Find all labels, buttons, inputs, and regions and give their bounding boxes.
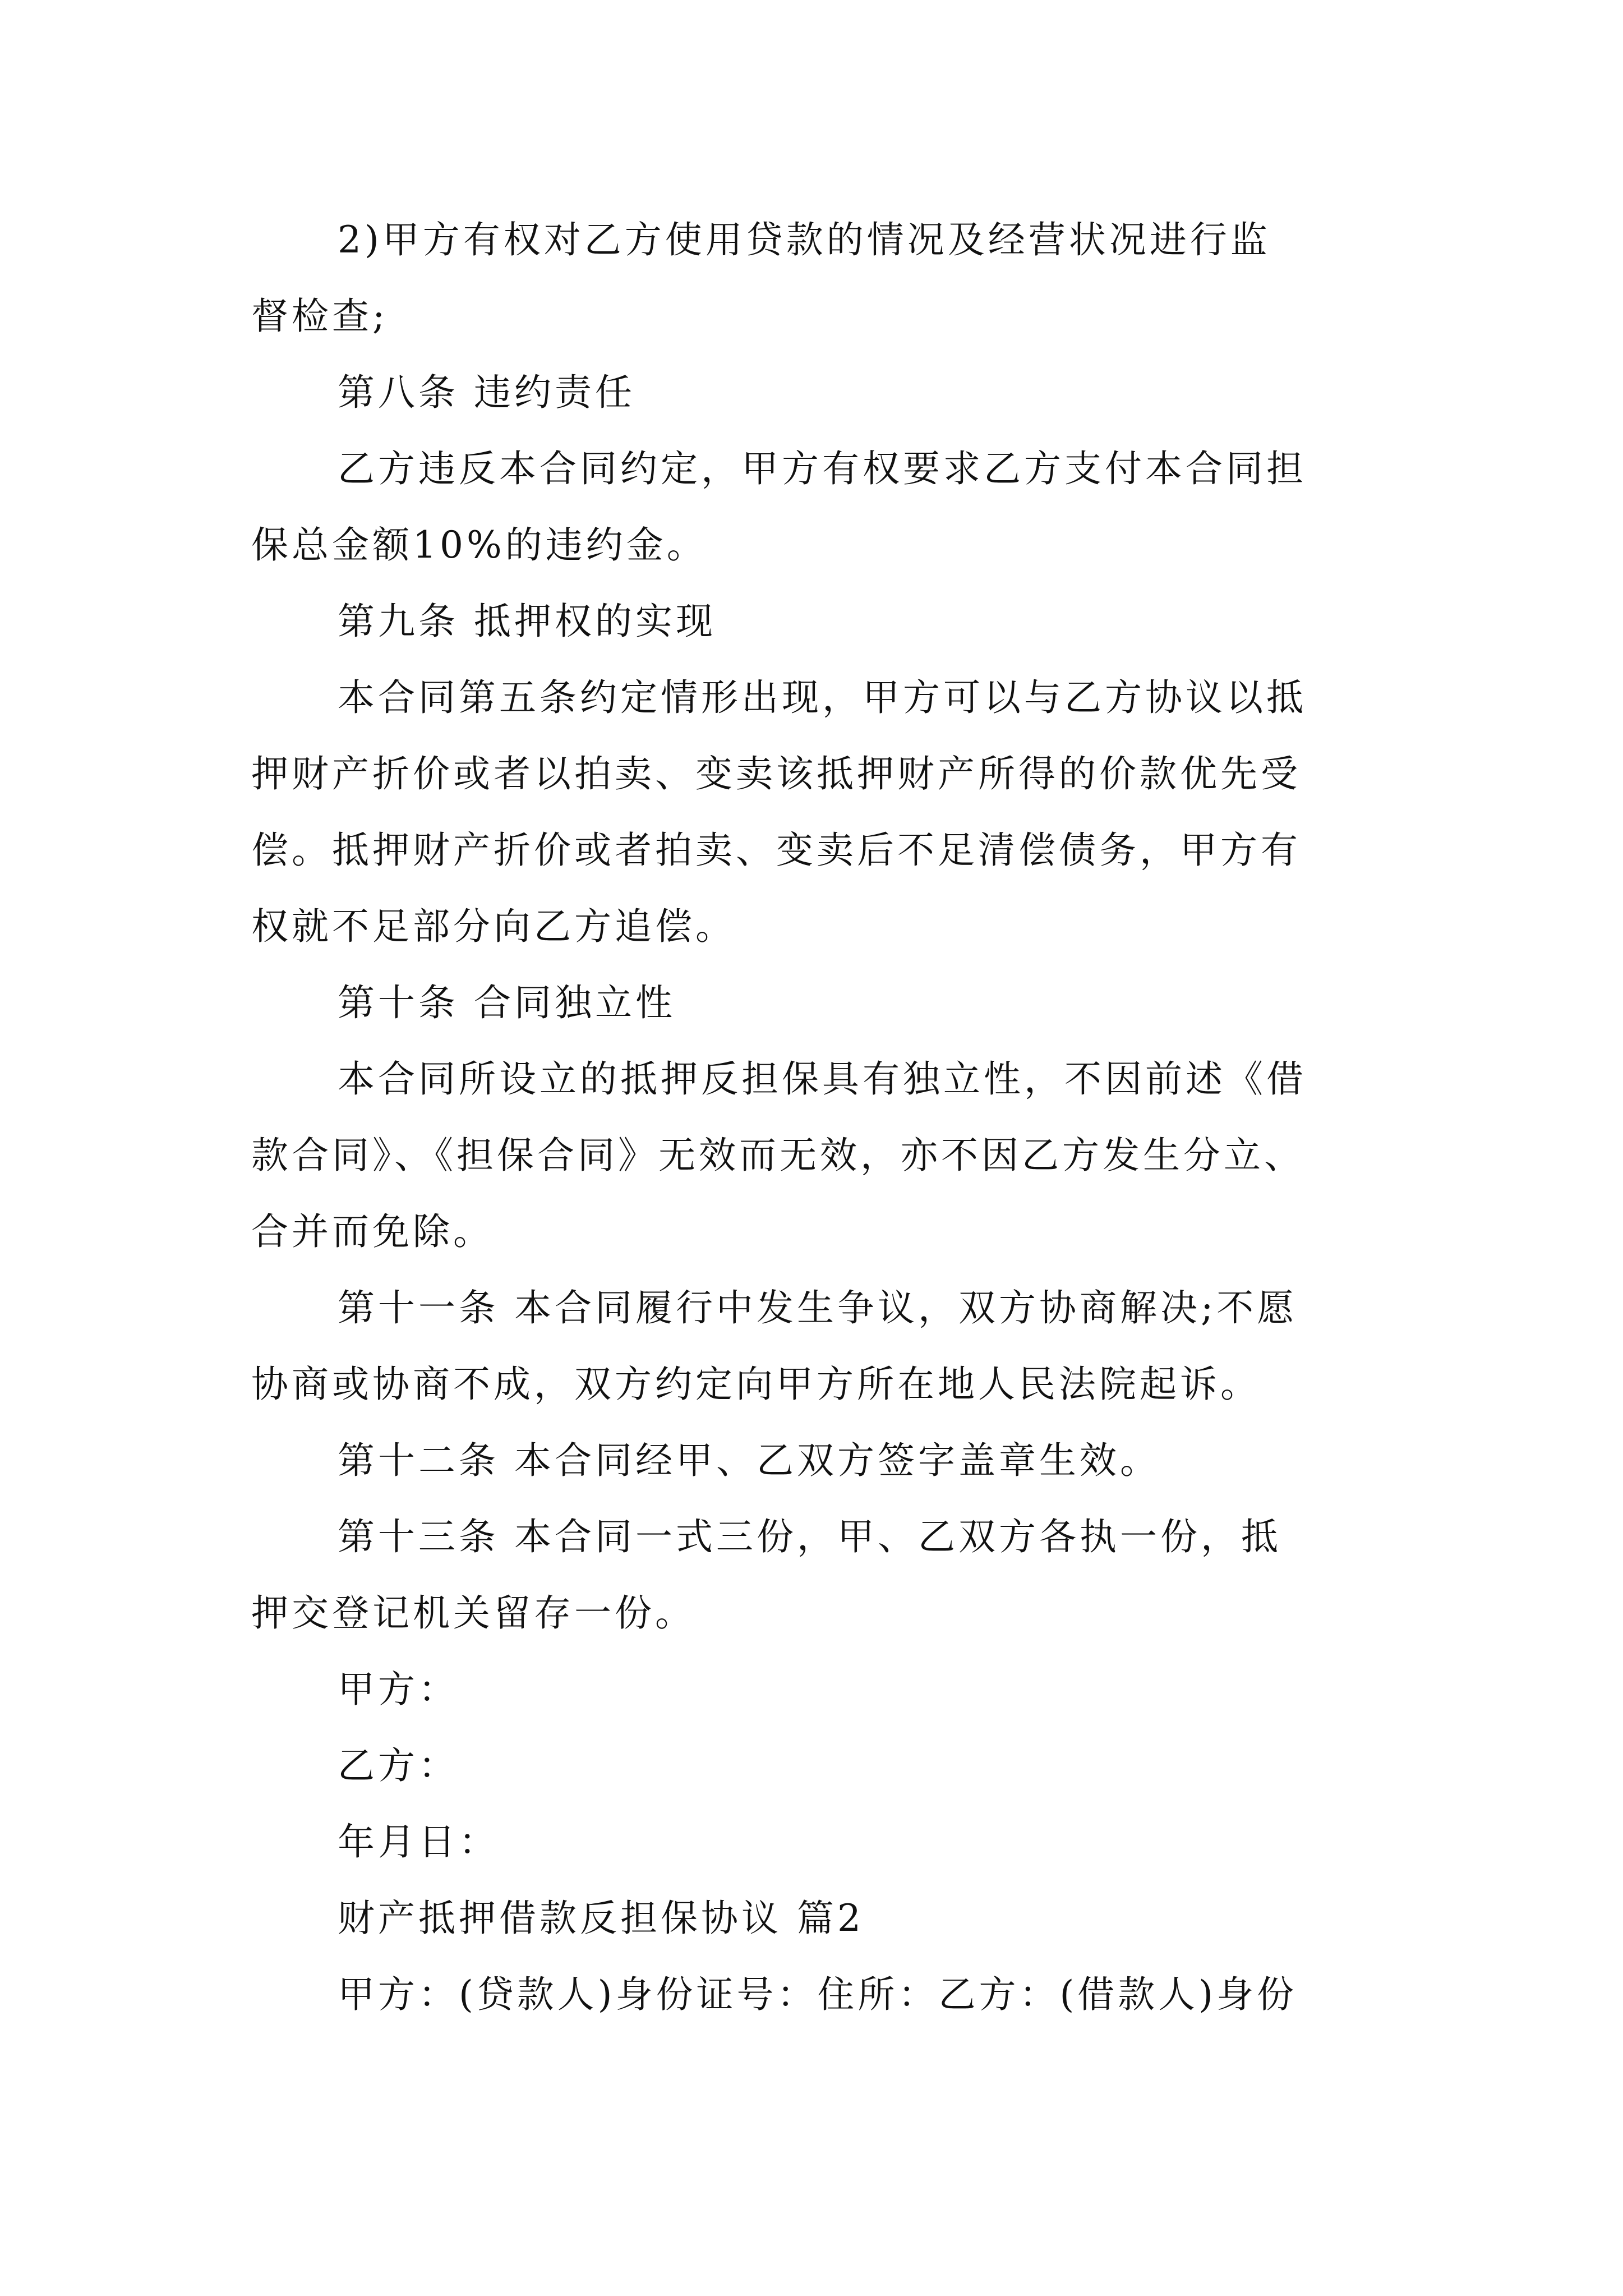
section-heading: 第八条 违约责任 bbox=[338, 371, 635, 414]
section-heading: 第十条 合同独立性 bbox=[338, 981, 676, 1024]
document-body bbox=[251, 202, 1378, 2033]
paragraph-line: 款合同》、《担保合同》无效而无效，亦不因乙方发生分立、 bbox=[251, 1134, 1304, 1177]
paragraph-line: 第十三条 本合同一式三份，甲、乙双方各执一份，抵 bbox=[338, 1515, 1281, 1558]
paragraph-line: 押财产折价或者以拍卖、变卖该抵押财产所得的价款优先受 bbox=[251, 752, 1301, 795]
paragraph-line: 保总金额10%的违约金。 bbox=[251, 523, 707, 567]
paragraph-line: 本合同第五条约定情形出现，甲方可以与乙方协议以抵 bbox=[338, 676, 1307, 719]
paragraph-line: 合并而免除。 bbox=[251, 1210, 494, 1253]
paragraph-line: 偿。抵押财产折价或者拍卖、变卖后不足清偿债务，甲方有 bbox=[251, 829, 1301, 872]
paragraph-line: 乙方违反本合同约定，甲方有权要求乙方支付本合同担 bbox=[338, 447, 1307, 490]
paragraph-line: 督检查; bbox=[251, 295, 389, 338]
date-line: 年月日： bbox=[338, 1820, 499, 1864]
paragraph-line: 第十一条 本合同履行中发生争议，双方协商解决;不愿 bbox=[338, 1286, 1298, 1329]
paragraph-line: 2)甲方有权对乙方使用贷款的情况及经营状况进行监 bbox=[338, 218, 1271, 261]
paragraph-line: 权就不足部分向乙方追偿。 bbox=[251, 905, 736, 948]
paragraph-line: 第十二条 本合同经甲、乙双方签字盖章生效。 bbox=[338, 1439, 1160, 1482]
section-heading: 第九条 抵押权的实现 bbox=[338, 600, 716, 643]
party-b-signature-line: 乙方： bbox=[338, 1744, 459, 1787]
paragraph-line: 本合同所设立的抵押反担保具有独立性，不因前述《借 bbox=[338, 1057, 1307, 1101]
agreement-title: 财产抵押借款反担保协议 篇2 bbox=[338, 1897, 864, 1940]
paragraph-line: 甲方：(贷款人)身份证号：住所：乙方：(借款人)身份 bbox=[338, 1973, 1297, 2016]
paragraph-line: 协商或协商不成，双方约定向甲方所在地人民法院起诉。 bbox=[251, 1363, 1261, 1406]
paragraph-line: 押交登记机关留存一份。 bbox=[251, 1591, 695, 1635]
party-a-signature-line: 甲方： bbox=[338, 1668, 459, 1711]
